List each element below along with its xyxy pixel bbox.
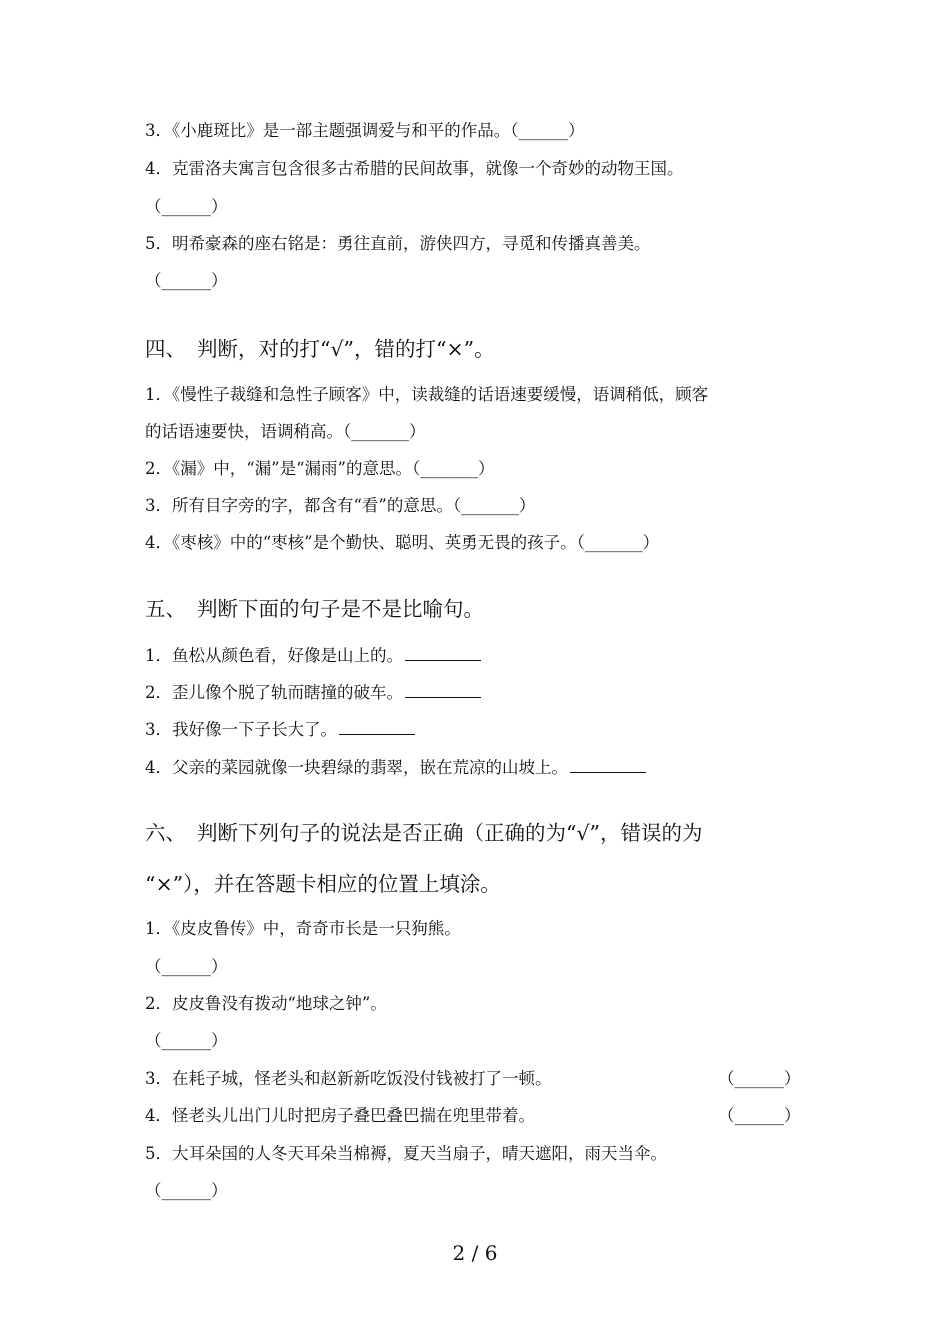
section6-title: 判断下列句子的说法是否正确（正确的为“√”，错误的为 — [197, 821, 703, 845]
section4-title: 判断，对的打“√”，错的打“×”。 — [197, 337, 495, 361]
section6-heading — [145, 818, 703, 848]
s5-question-1-text: 1．鱼松从颜色看，好像是山上的。 — [145, 646, 403, 665]
s5-question-4 — [145, 756, 646, 780]
s5-question-3 — [145, 718, 415, 742]
section4-heading — [145, 334, 495, 364]
s5-question-3-text: 3．我好像一下子长大了。 — [145, 720, 337, 739]
section5-number: 五、 — [145, 597, 186, 621]
section4-number: 四、 — [145, 337, 186, 361]
s3-question-5-answer: （______） — [145, 271, 228, 290]
s6-question-1-answer: （______） — [145, 957, 228, 976]
s6-question-3-answer: （______） — [718, 1069, 801, 1088]
answer-blank[interactable] — [570, 756, 646, 773]
section5-title: 判断下面的句子是不是比喻句。 — [197, 597, 484, 621]
s3-question-4-answer: （______） — [145, 197, 228, 216]
s6-question-3: 3．在耗子城，怪老头和赵新新吃饭没付钱被打了一顿。 — [145, 1069, 552, 1088]
s6-question-4-answer: （______） — [718, 1106, 801, 1125]
s6-question-1: 1．《皮皮鲁传》中，奇奇市长是一只狗熊。 — [145, 919, 461, 938]
s5-question-2 — [145, 681, 481, 705]
section5-heading — [145, 594, 484, 624]
s6-question-2: 2．皮皮鲁没有拨动“地球之钟”。 — [145, 994, 387, 1013]
answer-blank[interactable] — [339, 718, 415, 735]
s4-question-2: 2．《漏》中，“漏”是“漏雨”的意思。（_______） — [145, 459, 495, 478]
answer-blank[interactable] — [405, 644, 481, 661]
answer-blank[interactable] — [405, 681, 481, 698]
section6-number: 六、 — [145, 821, 186, 845]
page-number: 2 / 6 — [452, 1241, 498, 1265]
s5-question-1 — [145, 644, 481, 668]
s6-question-4: 4．怪老头儿出门儿时把房子叠巴叠巴揣在兜里带着。 — [145, 1106, 535, 1125]
section6-heading-cont: “×”），并在答题卡相应的位置上填涂。 — [145, 872, 501, 896]
s4-question-1: 1．《慢性子裁缝和急性子顾客》中，读裁缝的话语速要缓慢，语调稍低，顾客 — [145, 385, 709, 404]
s4-question-4: 4．《枣核》中的“枣核”是个勤快、聪明、英勇无畏的孩子。（_______） — [145, 533, 660, 552]
s5-question-4-text: 4．父亲的菜园就像一块碧绿的翡翠，嵌在荒凉的山坡上。 — [145, 758, 568, 777]
s3-question-5: 5．明希豪森的座右铭是：勇往直前，游侠四方，寻觅和传播真善美。 — [145, 234, 651, 253]
s3-question-3: 3．《小鹿斑比》是一部主题强调爱与和平的作品。（______） — [145, 121, 585, 140]
s3-question-4: 4．克雷洛夫寓言包含很多古希腊的民间故事，就像一个奇妙的动物王国。 — [145, 159, 684, 178]
s6-question-5-answer: （______） — [145, 1181, 228, 1200]
s5-question-2-text: 2．歪儿像个脱了轨而瞎撞的破车。 — [145, 683, 403, 702]
s4-question-1-cont: 的话语速要快，语调稍高。（_______） — [145, 422, 426, 441]
s6-question-2-answer: （______） — [145, 1031, 228, 1050]
s6-question-5: 5．大耳朵国的人冬天耳朵当棉褥，夏天当扇子，晴天遮阳，雨天当伞。 — [145, 1144, 667, 1163]
s4-question-3: 3．所有目字旁的字，都含有“看”的意思。（_______） — [145, 496, 536, 515]
